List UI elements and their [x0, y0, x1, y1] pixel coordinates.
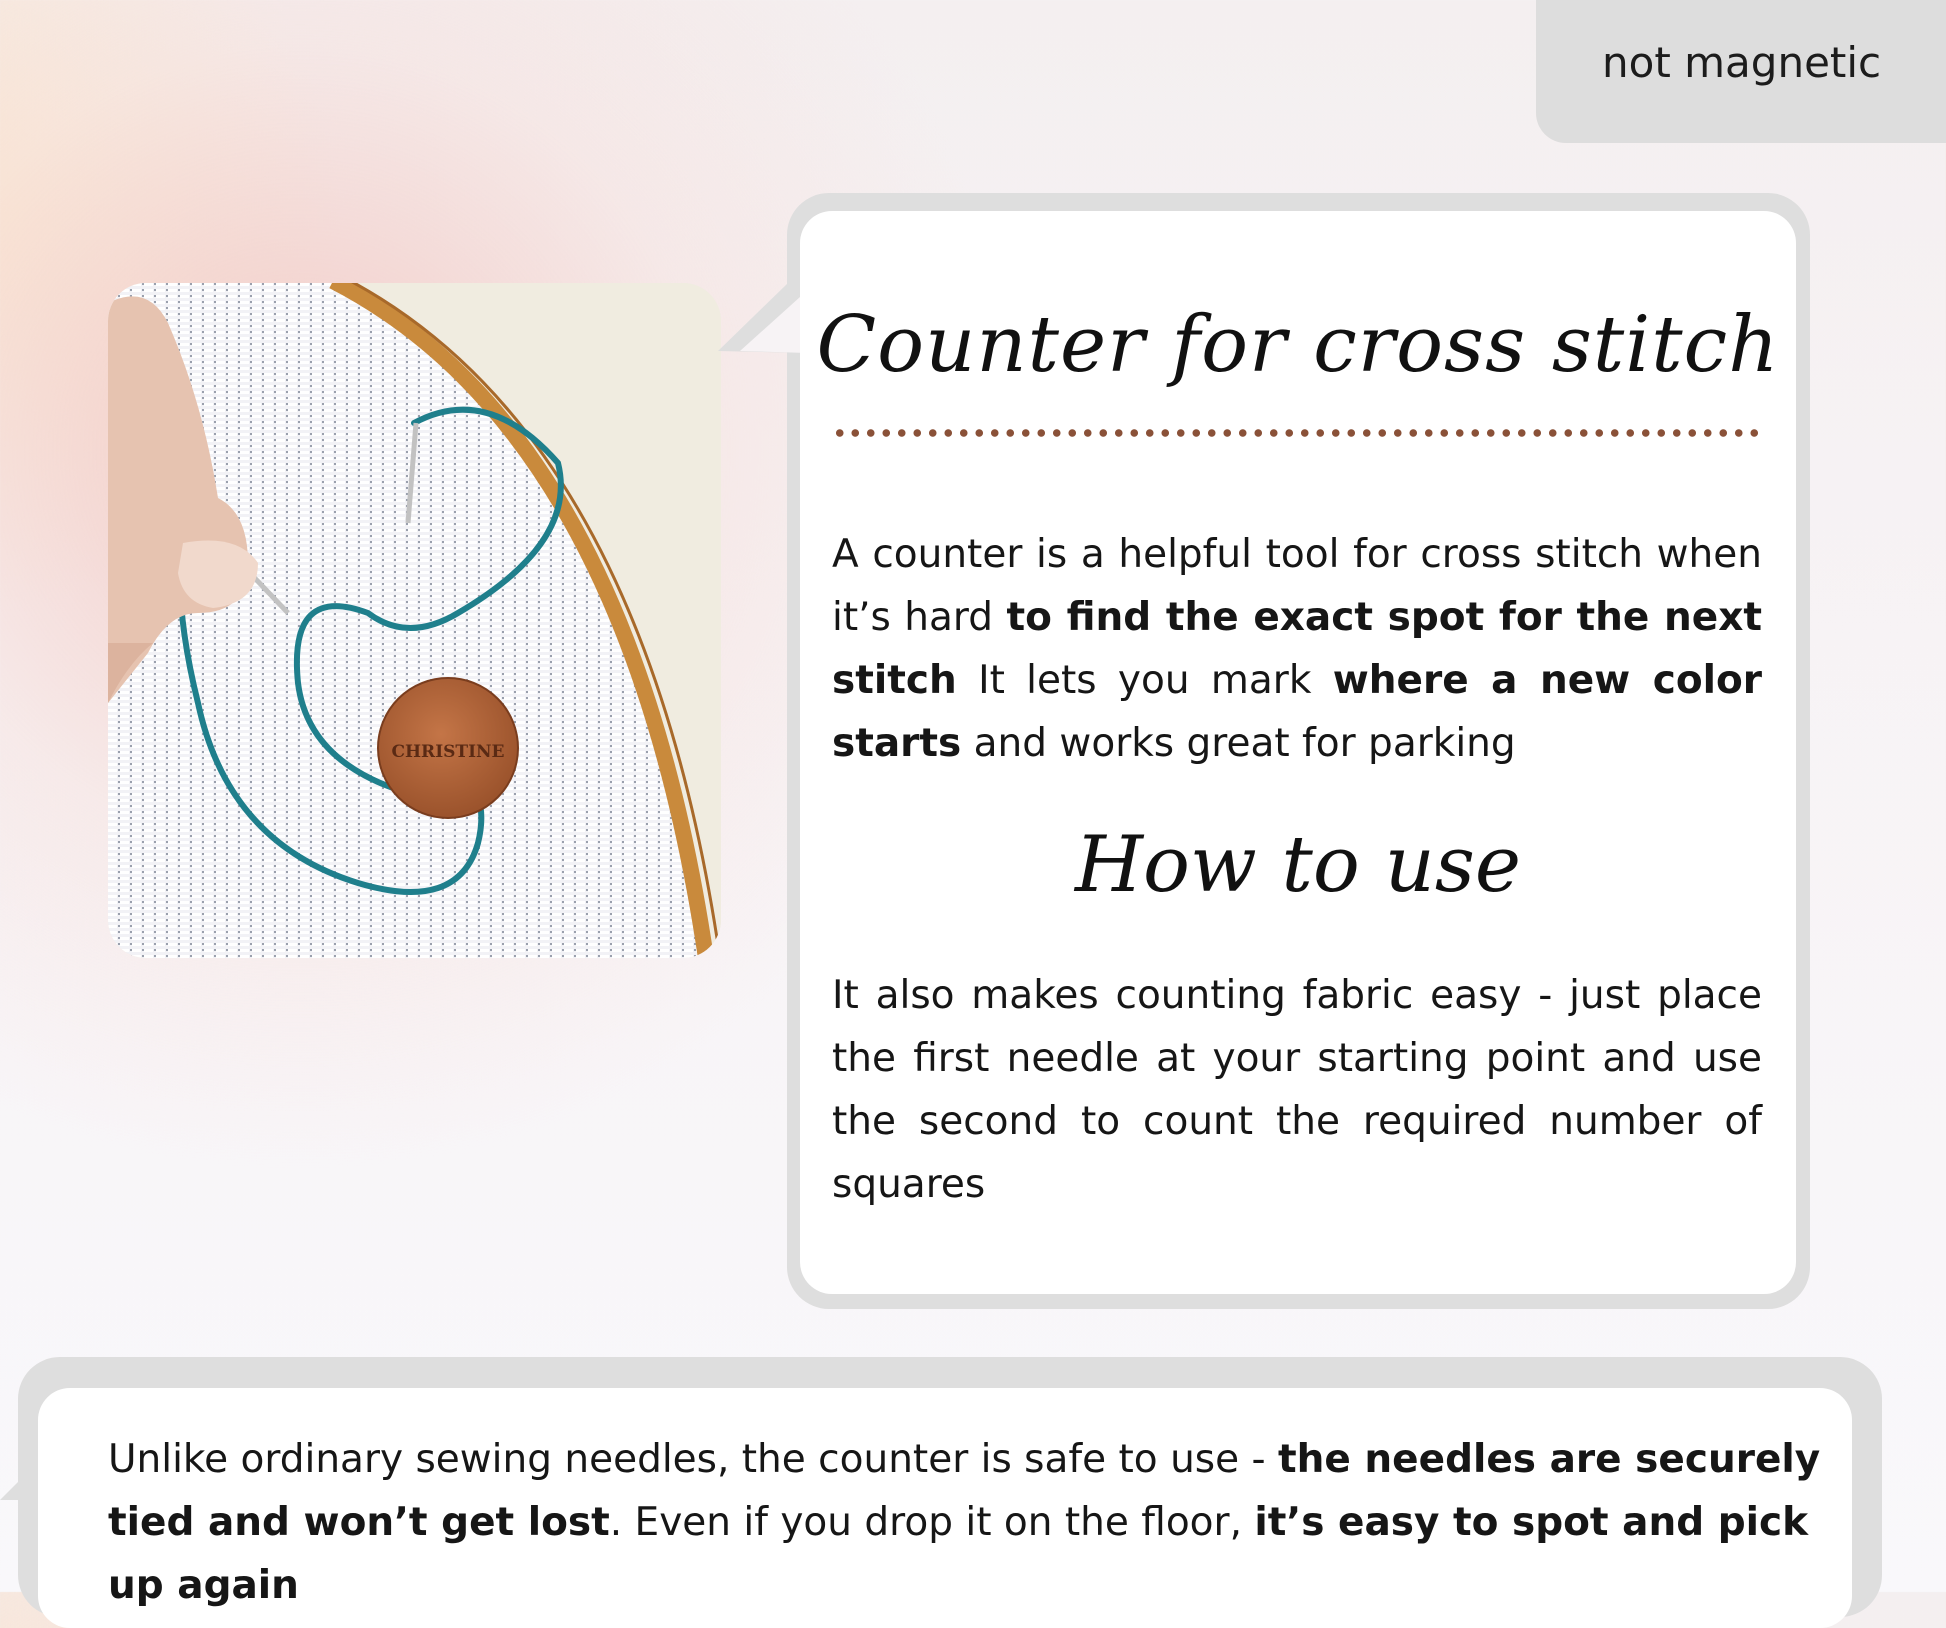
card-pointer — [718, 283, 808, 353]
how-to-use-heading: How to use — [1074, 820, 1522, 910]
product-photo — [108, 283, 721, 958]
not-magnetic-tag — [1536, 0, 1946, 143]
how-to-paragraph: It also makes counting fabric easy - just place the first needle at your starting point and use the second to count the required number of squares — [832, 973, 1762, 1207]
safety-paragraph: Unlike ordinary sewing needles, the counter is safe to use - the needles are securely tied and won’t get lost. Even if you drop it on the floor, it’s easy to spot and pick up again — [108, 1437, 1821, 1608]
coin-engraving: CHRISTINE — [391, 742, 505, 762]
intro-paragraph: A counter is a helpful tool for cross stitch when it’s hard to find the exact spot for the next stitch It lets you mark where a new color starts and works great for parking — [832, 532, 1763, 766]
tag-label: not magnetic — [1602, 38, 1882, 87]
card-title: Counter for cross stitch — [816, 300, 1780, 390]
dotted-divider — [832, 428, 1762, 438]
